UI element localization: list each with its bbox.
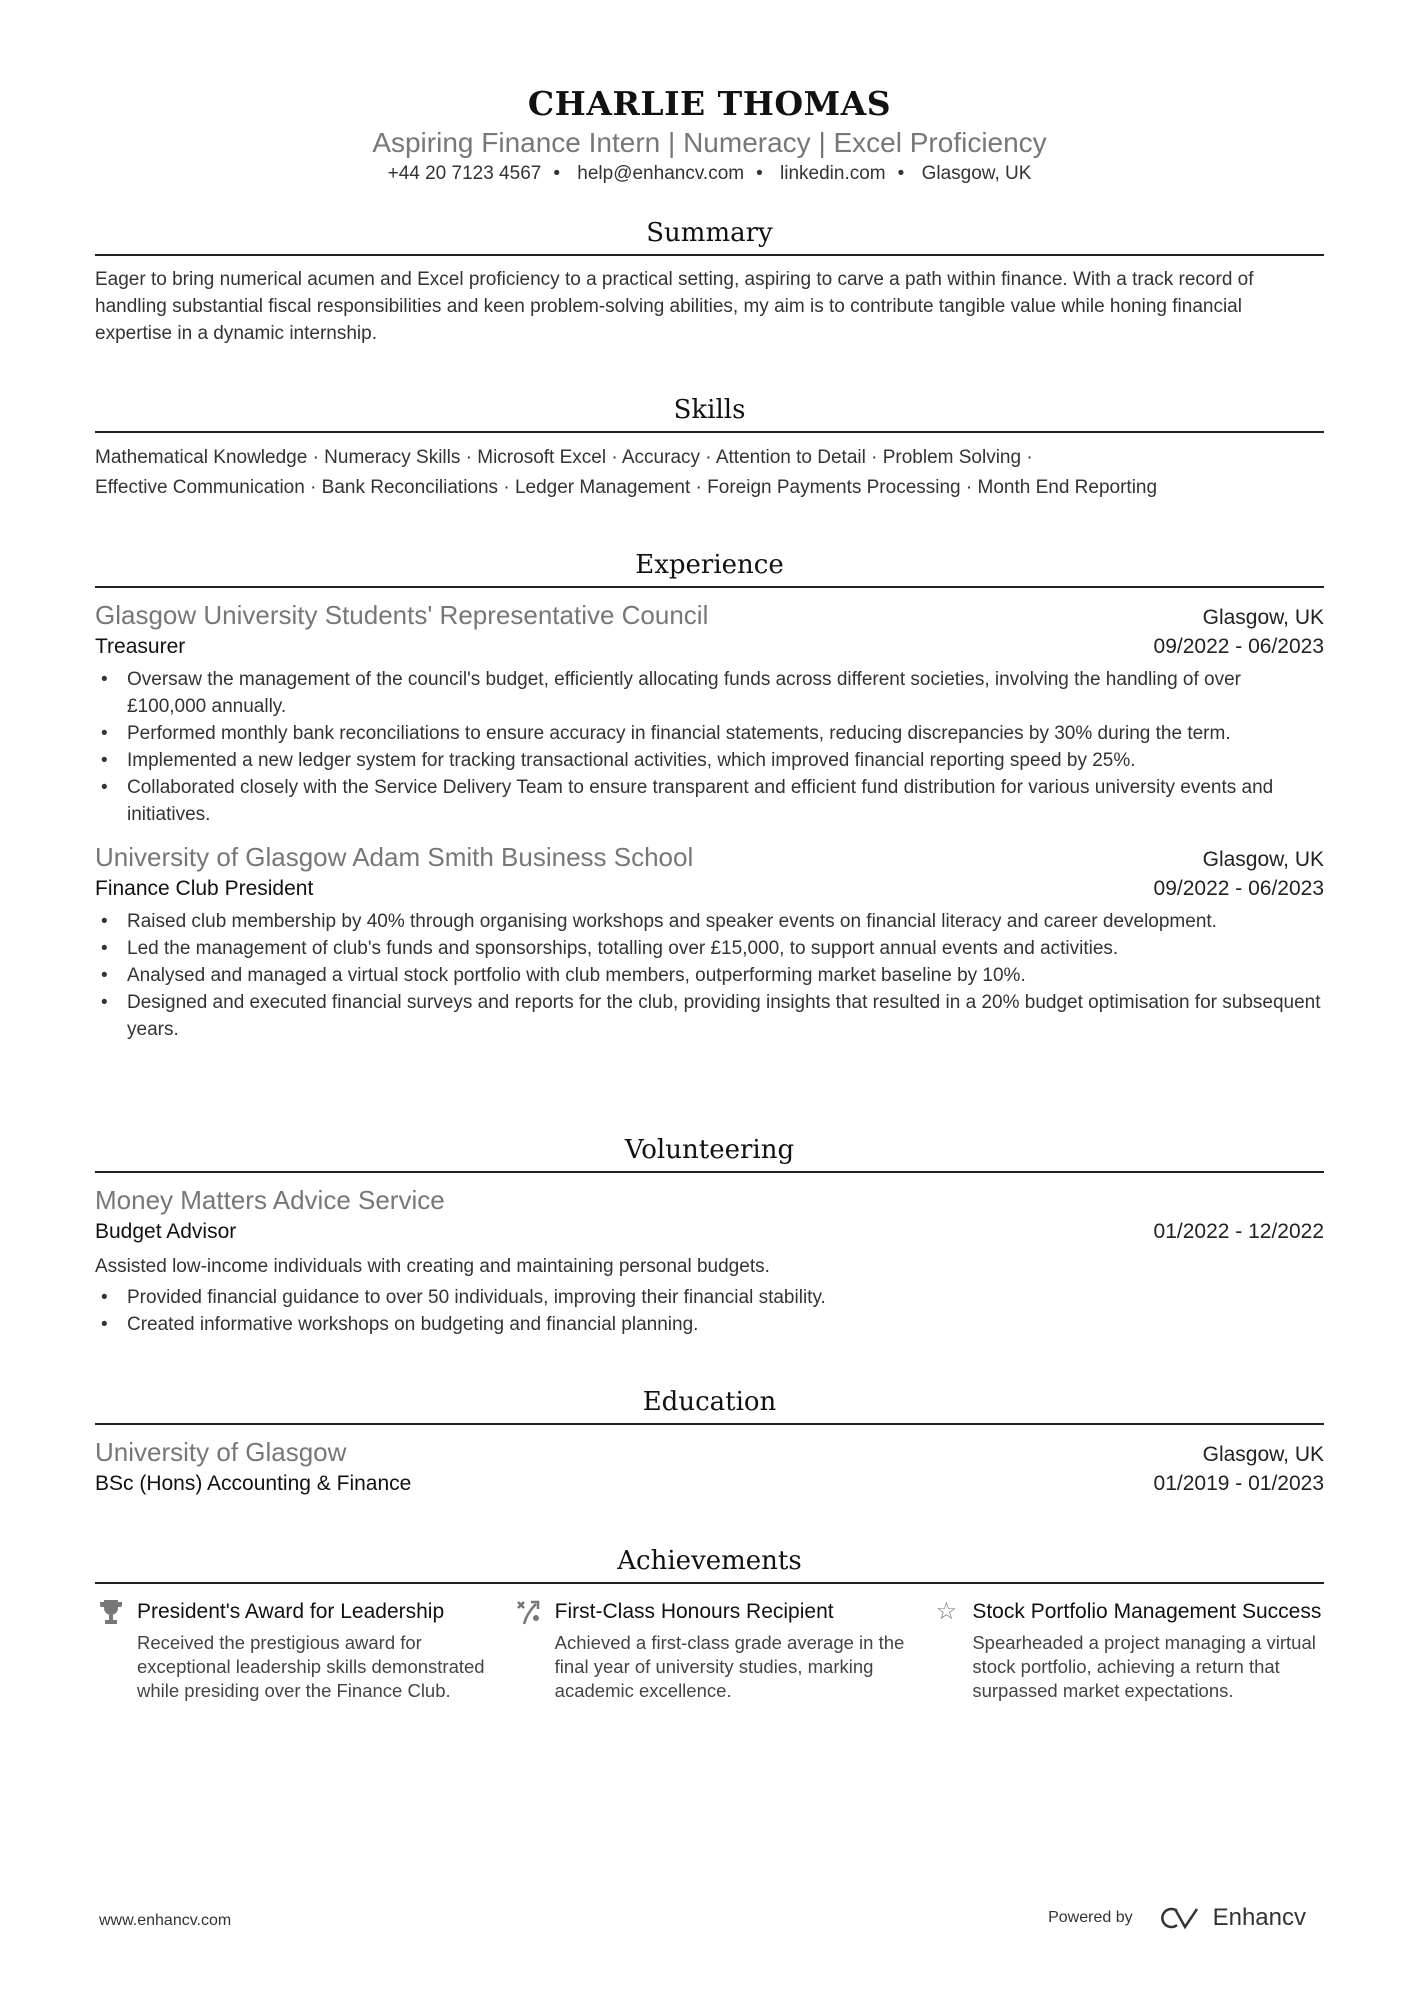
tactics-icon	[513, 1598, 545, 1703]
experience-section	[95, 550, 1324, 1055]
experience-entry	[95, 598, 1324, 828]
bullet: • Performed monthly bank reconciliations to ensure accuracy in financial statements, reducing discrepancies by 30% during the term.	[95, 720, 1324, 747]
achievement-title: President's Award for Leadership	[137, 1600, 445, 1623]
bullet: • Created informative workshops on budgeting and financial planning.	[95, 1311, 1324, 1338]
skills-line: Effective Communication · Bank Reconciliations · Ledger Management · Foreign Payments Processing · Month End Reporting	[95, 477, 1158, 498]
trophy-icon	[95, 1598, 127, 1703]
section-title: Volunteering	[95, 1135, 1324, 1173]
brand-name: Enhancv	[1212, 1904, 1306, 1931]
section-title: Summary	[95, 218, 1324, 256]
dates: 09/2022 - 06/2023	[1153, 877, 1324, 900]
dates: 01/2019 - 01/2023	[1153, 1472, 1324, 1495]
phone: +44 20 7123 4567	[387, 163, 542, 184]
bullet: • Provided financial guidance to over 50 individuals, improving their financial stability.	[95, 1284, 1324, 1311]
summary-text: Eager to bring numerical acumen and Excel proficiency to a practical setting, aspiring to carve a path within finance. With a track record of handling substantial fiscal responsibilities and keen problem-solving abilities, my aim is to contribute tangible value while honing financial expertise in a dynamic internship.	[95, 269, 1254, 344]
section-title: Achievements	[95, 1546, 1324, 1584]
description: Assisted low-income individuals with creating and maintaining personal budgets.	[95, 1256, 770, 1277]
section-title: Experience	[95, 550, 1324, 588]
achievement-item	[95, 1598, 489, 1703]
contact-line: +44 20 7123 4567 • help@enhancv.com • linkedin.com • Glasgow, UK	[387, 163, 1032, 184]
dates: 01/2022 - 12/2022	[1153, 1220, 1324, 1243]
linkedin[interactable]: linkedin.com	[780, 163, 886, 184]
experience-entry	[95, 840, 1324, 1043]
achievement-title: Stock Portfolio Management Success	[972, 1600, 1322, 1623]
location: Glasgow, UK	[1202, 606, 1324, 629]
role: Treasurer	[95, 635, 186, 658]
achievement-title: First-Class Honours Recipient	[554, 1600, 834, 1623]
location: Glasgow, UK	[921, 163, 1032, 184]
email[interactable]: help@enhancv.com	[577, 163, 745, 184]
candidate-name: CHARLIE THOMAS	[527, 84, 892, 123]
dates: 09/2022 - 06/2023	[1153, 635, 1324, 658]
bullet: • Led the management of club's funds and sponsorships, totalling over £15,000, to support annual events and activities.	[95, 935, 1324, 962]
bullet: • Raised club membership by 40% through organising workshops and speaker events on financial literacy and career development.	[95, 908, 1324, 935]
achievement-item	[930, 1598, 1324, 1703]
section-title: Skills	[95, 395, 1324, 433]
location: Glasgow, UK	[1202, 848, 1324, 871]
bullet: • Implemented a new ledger system for tracking transactional activities, which improved financial reporting speed by 25%.	[95, 747, 1324, 774]
skills-section	[95, 395, 1324, 503]
degree: BSc (Hons) Accounting & Finance	[95, 1472, 412, 1495]
company: Glasgow University Students' Representative Council	[95, 600, 709, 630]
enhancv-logo-icon	[1159, 1905, 1205, 1931]
summary-section	[95, 218, 1324, 347]
footer-branding	[1048, 1904, 1306, 1932]
achievements-section	[95, 1546, 1324, 1703]
achievement-description: Spearheaded a project managing a virtual stock portfolio, achieving a return that surpassed market expectations.	[972, 1632, 1316, 1701]
bullet: • Oversaw the management of the council's budget, efficiently allocating funds across different societies, involving the handling of over £100,000 annually.	[95, 666, 1324, 720]
role: Finance Club President	[95, 877, 314, 900]
achievement-item	[513, 1598, 907, 1703]
star-icon: ☆	[935, 1598, 958, 1625]
achievement-description: Received the prestigious award for exceptional leadership skills demonstrated while presiding over the Finance Club.	[137, 1632, 485, 1701]
organization: Money Matters Advice Service	[95, 1185, 445, 1215]
skills-line: Mathematical Knowledge · Numeracy Skills · Microsoft Excel · Accuracy · Attention to Detail · Problem Solving ·	[95, 447, 1033, 468]
achievement-description: Achieved a first-class grade average in the final year of university studies, marking academic excellence.	[554, 1632, 905, 1701]
candidate-subtitle: Aspiring Finance Intern | Numeracy | Excel Proficiency	[372, 127, 1047, 158]
location: Glasgow, UK	[1202, 1443, 1324, 1466]
bullet: • Collaborated closely with the Service Delivery Team to ensure transparent and efficient fund distribution for various university events and initiatives.	[95, 774, 1324, 828]
bullet: • Designed and executed financial surveys and reports for the club, providing insights that resulted in a 20% budget optimisation for subsequent years.	[95, 989, 1324, 1043]
role: Budget Advisor	[95, 1220, 237, 1243]
bullet: • Analysed and managed a virtual stock portfolio with club members, outperforming market baseline by 10%.	[95, 962, 1324, 989]
powered-by-label: Powered by	[1048, 1909, 1133, 1926]
volunteering-section	[95, 1135, 1324, 1338]
company: University of Glasgow Adam Smith Business School	[95, 842, 694, 872]
enhancv-logo[interactable]	[1159, 1904, 1306, 1932]
footer-website[interactable]: www.enhancv.com	[99, 1912, 232, 1929]
school: University of Glasgow	[95, 1437, 347, 1467]
education-section	[95, 1387, 1324, 1499]
section-title: Education	[95, 1387, 1324, 1425]
